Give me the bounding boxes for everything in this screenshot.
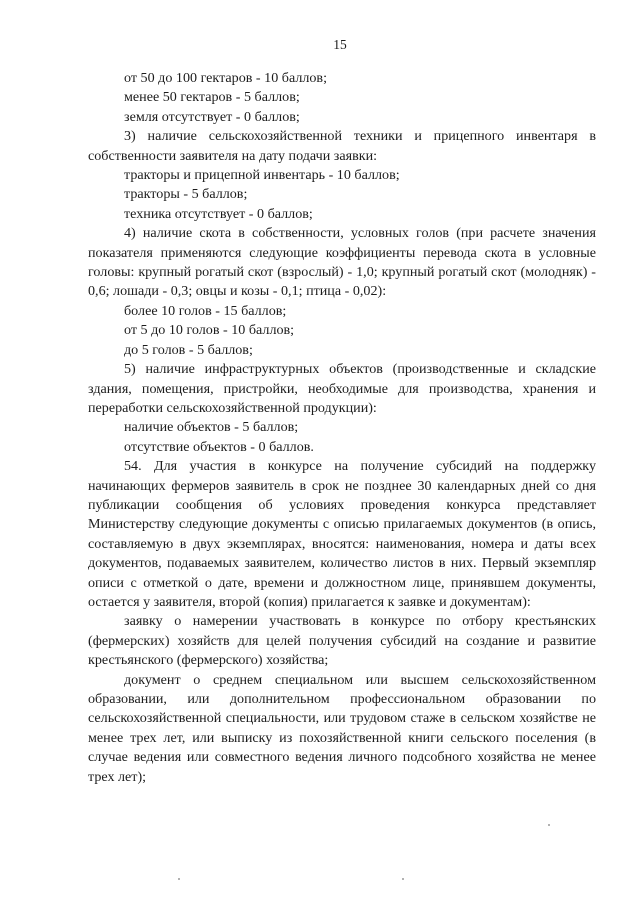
required-doc-education: документ о среднем специальном или высшем сельскохозяйственном образовании, или дополнительном профессиональном образовании по сельскохозяйственной специальности, или трудовом стаже в сельском хозяйстве не менее трех лет, или выписку из похозяйственной книги сельского поселения (в случае ведения или совместного ведения личного подсобного хозяйства не менее трех лет);	[88, 671, 596, 785]
criterion-3-machinery: 3) наличие сельскохозяйственной техники и прицепного инвентаря в собственности заявителя на дату подачи заявки:	[88, 128, 596, 164]
score-item-tractors-and-equipment: тракторы и прицепной инвентарь - 10 баллов;	[124, 167, 400, 184]
score-item-livestock-over-10: более 10 голов - 15 баллов;	[124, 302, 287, 319]
score-item-land-none: земля отсутствует - 0 баллов;	[124, 108, 300, 125]
score-item-land-50-100: от 50 до 100 гектаров - 10 баллов;	[124, 70, 328, 86]
criterion-5-infrastructure: 5) наличие инфраструктурных объектов (производственные и складские здания, помещения, пристройки, необходимые для производства, хранения и переработки сельскохозяйственной продукции):	[88, 361, 596, 416]
criterion-4-livestock: 4) наличие скота в собственности, условных голов (при расчете значения показателя применяются следующие коэффициенты перевода скота в условные головы: крупный рогатый скот (взрослый) - 1,0; крупный рогатый скот (молодняк) - 0,6; лошади - 0,3; овцы и козы - 0,1; птица - 0,02):	[88, 225, 596, 300]
clause-54: 54. Для участия в конкурсе на получение субсидий на поддержку начинающих фермеров заявитель в срок не позднее 30 календарных дней со дня публикации сообщения об условиях проведения конкурса представляет Министерству следующие документы с описью прилагаемых документов (в опись, составляемую в двух экземплярах, вносятся: наименования, номера и даты всех документов, подаваемых заявителем, количество листов в них. Первый экземпляр описи с отметкой о дате, времени и должностном лице, принявшем документы, остается у заявителя, второй (копия) прилагается к заявке и документам):	[88, 458, 596, 610]
score-item-livestock-5-10: от 5 до 10 голов - 10 баллов;	[124, 322, 295, 339]
scan-speck	[178, 878, 180, 880]
score-item-tractors: тракторы - 5 баллов;	[124, 186, 248, 203]
scan-speck	[548, 824, 550, 826]
score-item-objects-present: наличие объектов - 5 баллов;	[124, 419, 299, 436]
score-item-land-under-50: менее 50 гектаров - 5 баллов;	[124, 89, 300, 106]
page-number: 15	[333, 37, 347, 52]
document-body	[88, 69, 596, 787]
score-item-livestock-under-5: до 5 голов - 5 баллов;	[124, 341, 253, 358]
scan-speck	[402, 878, 404, 880]
required-doc-application: заявку о намерении участвовать в конкурсе по отбору крестьянских (фермерских) хозяйств для целей получения субсидий на создание и развитие крестьянского (фермерского) хозяйства;	[88, 613, 596, 669]
score-item-objects-absent: отсутствие объектов - 0 баллов.	[124, 438, 314, 455]
score-item-machinery-none: техника отсутствует - 0 баллов;	[124, 205, 313, 222]
